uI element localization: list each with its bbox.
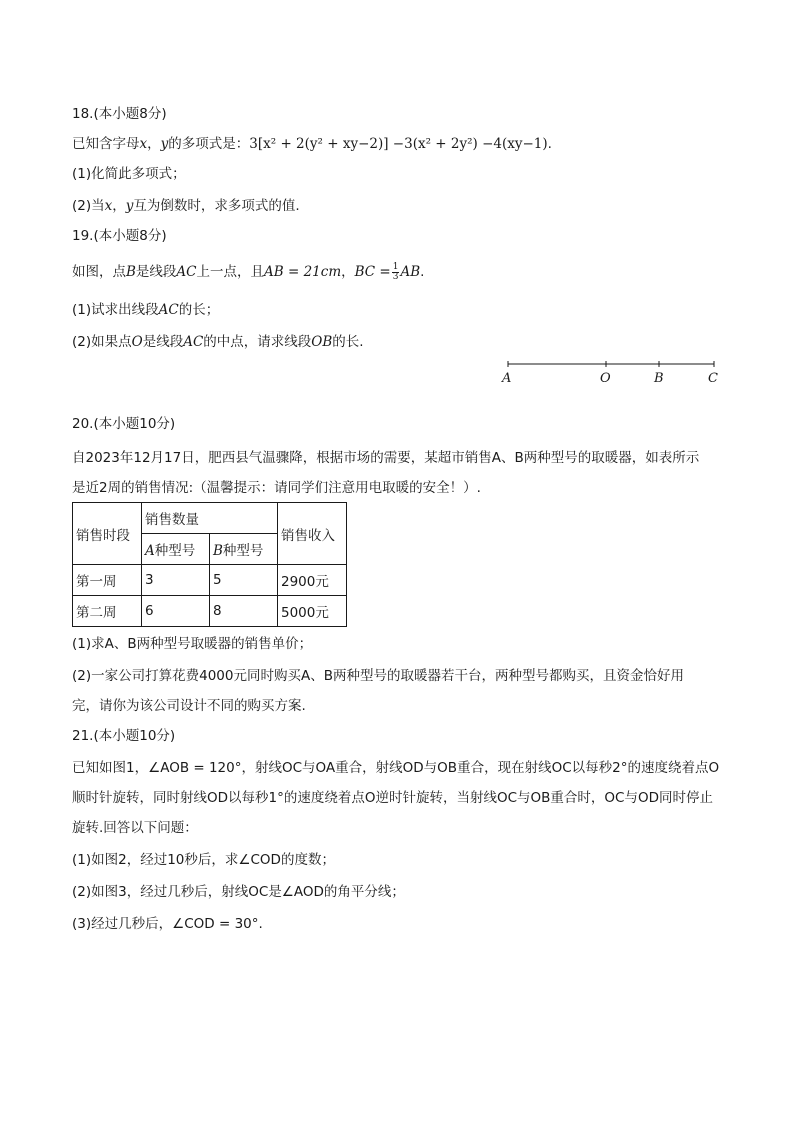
header-a-var: A: [145, 543, 155, 559]
cell-b: 8: [210, 596, 278, 627]
cell-a: 6: [142, 596, 210, 627]
q18-part1: (1)化简此多项式；: [72, 166, 186, 182]
q20-stem-line1: 自2023年12月17日，肥西县气温骤降，根据市场的需要，某超市销售A、B两种型号的取暖器，如表所示: [72, 450, 700, 466]
header-period: 销售时段: [73, 503, 142, 565]
q19-part1-ac: AC: [158, 302, 179, 318]
header-a-type: [142, 534, 210, 565]
q19-part2-mid1: 是线段: [142, 334, 184, 350]
q19-header: 19.(本小题8分): [72, 228, 167, 244]
cell-revenue: 2900元: [278, 565, 347, 596]
q19-fraction: [392, 263, 400, 282]
q18-part2-x: x: [104, 198, 113, 214]
q18-stem-end: .: [547, 136, 552, 152]
q18-var-y: y: [160, 136, 169, 152]
segment-diagram: [496, 356, 726, 388]
q18-header: 18.(本小题8分): [72, 106, 167, 122]
q18-sep: ，: [147, 136, 161, 152]
q19-stem-end: .: [420, 264, 425, 280]
q19-part2-suffix: 的长.: [332, 334, 364, 350]
q19-part1: [72, 300, 219, 320]
q20-stem-line2: 是近2周的销售情况:（温馨提示：请同学们注意用电取暖的安全！）.: [72, 480, 481, 496]
table-row: [73, 565, 347, 596]
label-b: B: [654, 371, 664, 386]
q18-part2-sep: ，: [112, 198, 126, 214]
cell-period: 第一周: [73, 565, 142, 596]
q19-stem: [72, 262, 424, 282]
q18-stem-mid: 的多项式是：: [168, 136, 250, 152]
q18-part2: [72, 196, 300, 216]
q19-stem-mid1: 是线段: [135, 264, 177, 280]
q21-header: 21.(本小题10分): [72, 728, 176, 744]
q19-part2-prefix: (2)如果点: [72, 334, 132, 350]
q19-frac-num: 1: [392, 261, 399, 272]
q18-stem-prefix: 已知含字母: [72, 136, 140, 152]
q19-pt-b: B: [126, 264, 136, 280]
q21-part1: (1)如图2，经过10秒后，求∠COD的度数；: [72, 852, 335, 868]
q19-part2-ob: OB: [311, 334, 333, 350]
q21-line1: 已知如图1，∠AOB = 120°，射线OC与OA重合，射线OD与OB重合，现在射线OC以每秒2°的速度绕着点O: [72, 760, 720, 776]
label-o: O: [600, 371, 611, 386]
q19-stem-mid2: 上一点，且: [196, 264, 265, 280]
q18-stem: [72, 134, 552, 154]
header-b-var: B: [213, 543, 223, 559]
q18-part2-prefix: (2)当: [72, 198, 105, 214]
sales-table: [72, 502, 347, 627]
q19-frac-den: 3: [392, 271, 399, 282]
q20-part1: (1)求A、B两种型号取暖器的销售单价；: [72, 636, 313, 652]
cell-b: 5: [210, 565, 278, 596]
q19-ab: AB: [400, 264, 421, 280]
q19-comma: ，: [341, 264, 355, 280]
q21-line2: 顺时针旋转，同时射线OD以每秒1°的速度绕着点O逆时针旋转，当射线OC与OB重合时，OC与OD同时停止: [72, 790, 713, 806]
table-row: [73, 503, 347, 534]
q20-part2-line2: 完，请你为该公司设计不同的购买方案.: [72, 698, 306, 714]
q21-part2: (2)如图3，经过几秒后，射线OC是∠AOD的角平分线；: [72, 884, 405, 900]
q20-part2-line1: (2)一家公司打算花费4000元同时购买A、B两种型号的取暖器若干台，两种型号都购买，且资金恰好用: [72, 668, 684, 684]
header-b-type: [210, 534, 278, 565]
q19-part2-o: O: [131, 334, 143, 350]
q19-stem-prefix: 如图，点: [72, 264, 126, 280]
cell-period: 第二周: [73, 596, 142, 627]
q21-part3: (3)经过几秒后，∠COD = 30°.: [72, 916, 263, 932]
header-quantity: 销售数量: [142, 503, 278, 534]
header-revenue: 销售收入: [278, 503, 347, 565]
q18-part2-y: y: [125, 198, 134, 214]
q19-part1-prefix: (1)试求出线段: [72, 302, 159, 318]
q19-part2-mid2: 的中点，请求线段: [203, 334, 312, 350]
q18-part2-suffix: 互为倒数时，求多项式的值.: [133, 198, 300, 214]
header-a-text: 种型号: [154, 543, 196, 559]
q19-part2: [72, 332, 364, 352]
cell-a: 3: [142, 565, 210, 596]
q18-var-x: x: [139, 136, 148, 152]
q20-header: 20.(本小题10分): [72, 416, 176, 432]
label-c: C: [708, 371, 718, 386]
header-b-text: 种型号: [222, 543, 264, 559]
q19-bc-lhs: BC =: [354, 264, 391, 280]
cell-revenue: 5000元: [278, 596, 347, 627]
q19-eq1: AB = 21cm: [264, 264, 342, 280]
q18-expression: 3[x² + 2(y² + xy−2)] −3(x² + 2y²) −4(xy−1): [249, 136, 548, 152]
label-a: A: [502, 371, 512, 386]
table-row: [73, 596, 347, 627]
q19-part1-suffix: 的长；: [178, 302, 220, 318]
q19-part2-ac: AC: [183, 334, 204, 350]
q19-seg-ac: AC: [176, 264, 197, 280]
q21-line3: 旋转.回答以下问题：: [72, 820, 198, 836]
